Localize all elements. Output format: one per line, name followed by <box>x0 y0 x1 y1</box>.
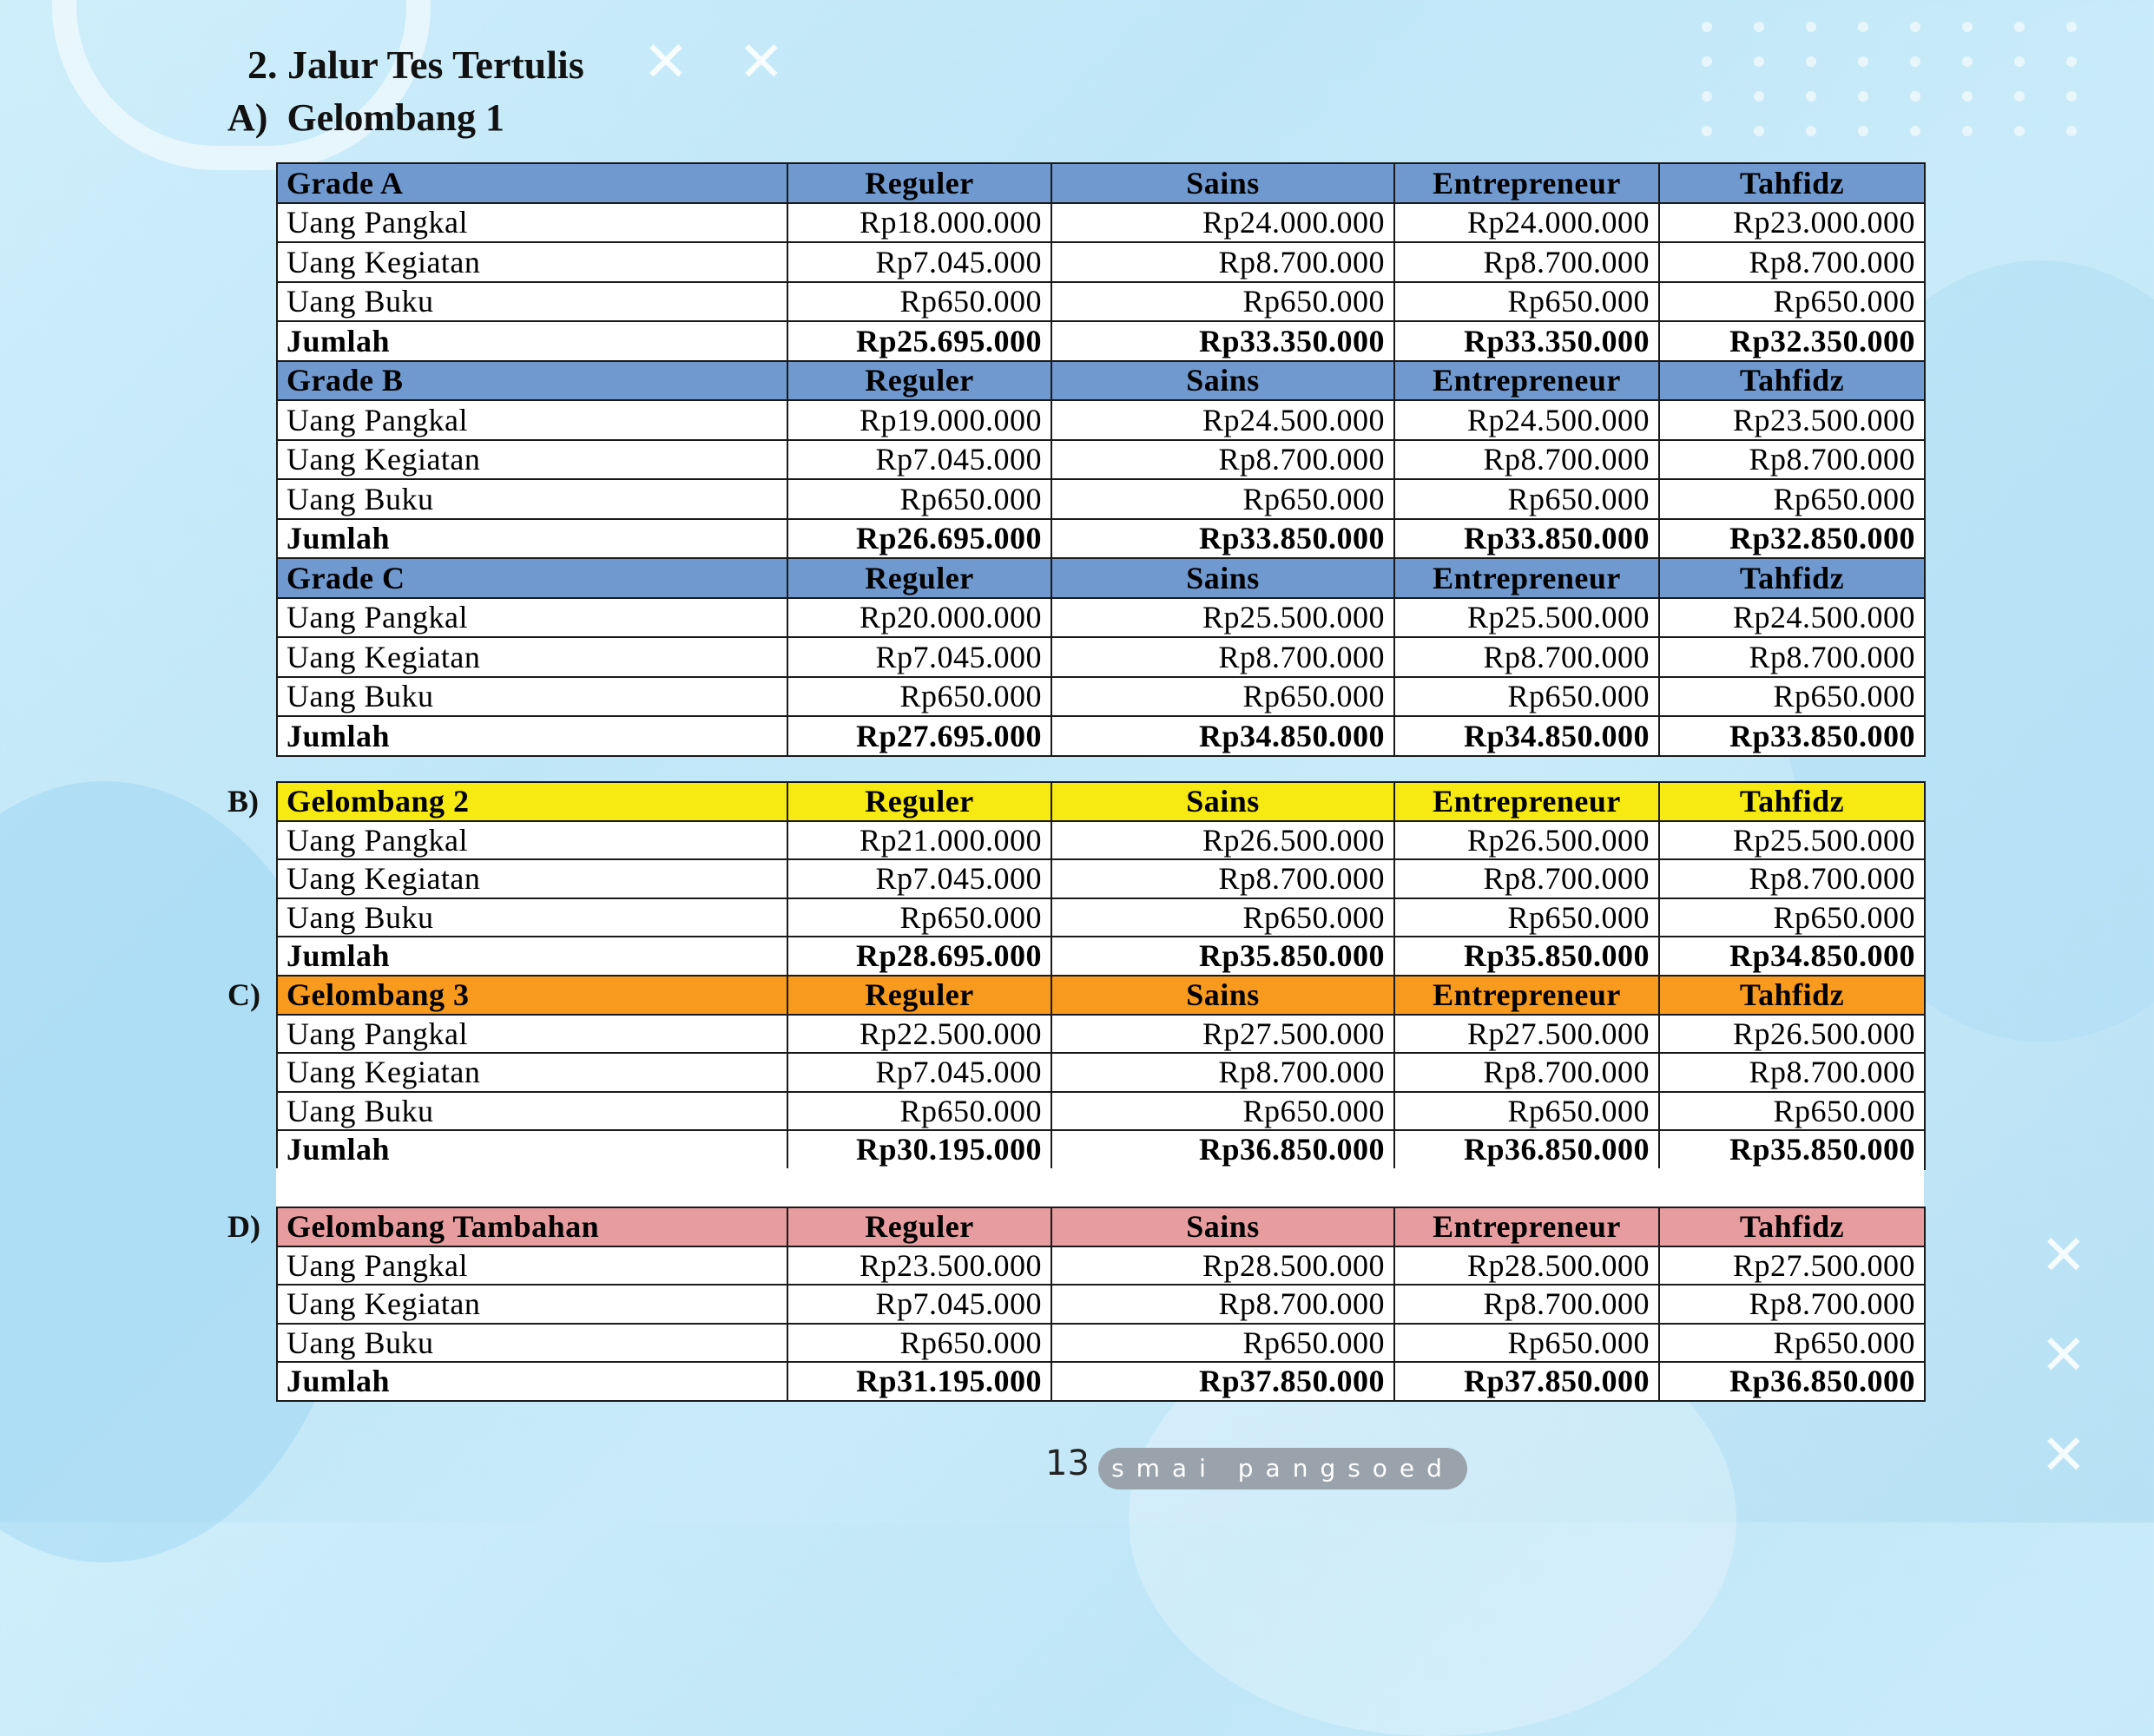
group-name-header: Grade A <box>277 163 787 203</box>
fee-amount: Rp650.000 <box>1394 898 1659 937</box>
row-label: Uang Buku <box>277 898 787 937</box>
fee-amount: Rp21.000.000 <box>787 821 1051 860</box>
section-title: Jalur Tes Tertulis <box>287 43 584 87</box>
column-header: Entrepreneur <box>1394 976 1659 1015</box>
fee-amount: Rp35.850.000 <box>1051 937 1394 976</box>
row-label: Uang Kegiatan <box>277 859 787 898</box>
fee-amount: Rp25.500.000 <box>1051 598 1394 638</box>
table-row <box>277 282 1925 322</box>
table-row <box>277 519 1925 559</box>
wave-label: C) <box>227 977 260 1012</box>
fee-amount: Rp33.350.000 <box>1051 321 1394 361</box>
fee-amount: Rp34.850.000 <box>1051 716 1394 756</box>
table-spacer <box>276 1168 1924 1207</box>
fee-amount: Rp8.700.000 <box>1051 859 1394 898</box>
column-header: Reguler <box>787 1207 1051 1246</box>
column-header: Entrepreneur <box>1394 163 1659 203</box>
fee-amount: Rp27.500.000 <box>1659 1246 1925 1286</box>
fee-amount: Rp7.045.000 <box>787 440 1051 480</box>
group-name-header: Gelombang 2 <box>277 782 787 821</box>
fee-amount: Rp27.500.000 <box>1394 1015 1659 1054</box>
fee-amount: Rp36.850.000 <box>1394 1130 1659 1169</box>
fee-amount: Rp650.000 <box>1659 1092 1925 1131</box>
fee-amount: Rp650.000 <box>787 282 1051 322</box>
table-row <box>277 479 1925 519</box>
fee-amount: Rp20.000.000 <box>787 598 1051 638</box>
fee-amount: Rp35.850.000 <box>1394 937 1659 976</box>
section-heading <box>247 42 584 88</box>
fee-amount: Rp7.045.000 <box>787 1053 1051 1092</box>
column-header: Entrepreneur <box>1394 782 1659 821</box>
fee-amount: Rp28.695.000 <box>787 937 1051 976</box>
group-name-header: Grade C <box>277 558 787 598</box>
table-row <box>277 1053 1925 1092</box>
column-header: Tahfidz <box>1659 163 1925 203</box>
fee-amount: Rp25.695.000 <box>787 321 1051 361</box>
column-header: Sains <box>1051 1207 1394 1246</box>
fee-amount: Rp26.500.000 <box>1394 821 1659 860</box>
fee-amount: Rp33.850.000 <box>1051 519 1394 559</box>
fee-amount: Rp650.000 <box>1051 479 1394 519</box>
row-label: Uang Buku <box>277 282 787 322</box>
fee-amount: Rp18.000.000 <box>787 203 1051 243</box>
fee-amount: Rp28.500.000 <box>1051 1246 1394 1286</box>
table-row <box>277 440 1925 480</box>
fee-amount: Rp650.000 <box>787 677 1051 717</box>
fee-amount: Rp36.850.000 <box>1659 1362 1925 1401</box>
fee-amount: Rp33.350.000 <box>1394 321 1659 361</box>
gelombang-2-fee-table <box>276 781 1926 976</box>
fee-amount: Rp650.000 <box>1659 479 1925 519</box>
table-header-row <box>277 782 1925 821</box>
fee-amount: Rp8.700.000 <box>1659 637 1925 677</box>
fee-amount: Rp7.045.000 <box>787 637 1051 677</box>
fee-amount: Rp8.700.000 <box>1659 242 1925 282</box>
column-header: Sains <box>1051 163 1394 203</box>
fee-amount: Rp650.000 <box>1051 898 1394 937</box>
group-name-header: Gelombang Tambahan <box>277 1207 787 1246</box>
fee-amount: Rp650.000 <box>1659 898 1925 937</box>
row-label: Uang Pangkal <box>277 400 787 440</box>
fee-amount: Rp8.700.000 <box>1659 859 1925 898</box>
fee-amount: Rp19.000.000 <box>787 400 1051 440</box>
row-label: Uang Kegiatan <box>277 637 787 677</box>
table-row <box>277 1092 1925 1131</box>
fee-amount: Rp24.500.000 <box>1051 400 1394 440</box>
column-header: Sains <box>1051 558 1394 598</box>
cross-icon: ✕ <box>738 30 785 95</box>
fee-amount: Rp33.850.000 <box>1394 519 1659 559</box>
fee-amount: Rp650.000 <box>1051 282 1394 322</box>
row-label: Uang Buku <box>277 479 787 519</box>
row-label: Jumlah <box>277 1130 787 1169</box>
fee-amount: Rp8.700.000 <box>1051 637 1394 677</box>
dot-grid-decoration <box>1702 22 2094 136</box>
fee-amount: Rp24.000.000 <box>1394 203 1659 243</box>
fee-amount: Rp8.700.000 <box>1051 1053 1394 1092</box>
fee-amount: Rp26.500.000 <box>1051 821 1394 860</box>
table-row <box>277 321 1925 361</box>
fee-amount: Rp31.195.000 <box>787 1362 1051 1401</box>
row-label: Jumlah <box>277 1362 787 1401</box>
subsection-title: Gelombang 1 <box>287 96 505 139</box>
fee-amount: Rp30.195.000 <box>787 1130 1051 1169</box>
fee-amount: Rp8.700.000 <box>1394 242 1659 282</box>
subsection-label: A) <box>227 96 268 139</box>
footer-brand: smai pangsoed <box>1098 1448 1467 1489</box>
fee-amount: Rp8.700.000 <box>1659 440 1925 480</box>
column-header: Tahfidz <box>1659 361 1925 401</box>
fee-amount: Rp650.000 <box>787 898 1051 937</box>
table-row <box>277 937 1925 976</box>
fee-amount: Rp7.045.000 <box>787 1285 1051 1324</box>
fee-amount: Rp37.850.000 <box>1051 1362 1394 1401</box>
fee-amount: Rp8.700.000 <box>1659 1053 1925 1092</box>
column-header: Entrepreneur <box>1394 1207 1659 1246</box>
fee-amount: Rp22.500.000 <box>787 1015 1051 1054</box>
fee-amount: Rp8.700.000 <box>1051 440 1394 480</box>
fee-amount: Rp24.500.000 <box>1394 400 1659 440</box>
fee-amount: Rp650.000 <box>1659 1324 1925 1363</box>
table-header-row <box>277 976 1925 1015</box>
column-header: Entrepreneur <box>1394 558 1659 598</box>
fee-amount: Rp8.700.000 <box>1394 1285 1659 1324</box>
section-number: 2. <box>247 43 278 87</box>
fee-amount: Rp23.000.000 <box>1659 203 1925 243</box>
gelombang-tambahan-section <box>227 1207 1924 1402</box>
table-header-row <box>277 558 1925 598</box>
fee-amount: Rp7.045.000 <box>787 242 1051 282</box>
table-row <box>277 1324 1925 1363</box>
fee-amount: Rp650.000 <box>1394 479 1659 519</box>
fee-amount: Rp8.700.000 <box>1394 859 1659 898</box>
group-name-header: Gelombang 3 <box>277 976 787 1015</box>
fee-amount: Rp650.000 <box>1051 1092 1394 1131</box>
wave-label: D) <box>227 1209 260 1244</box>
fee-amount: Rp26.695.000 <box>787 519 1051 559</box>
table-row <box>277 821 1925 860</box>
row-label: Uang Kegiatan <box>277 1285 787 1324</box>
page-number: 13 <box>1045 1443 1090 1483</box>
fee-amount: Rp34.850.000 <box>1394 716 1659 756</box>
fee-amount: Rp8.700.000 <box>1394 440 1659 480</box>
column-header: Sains <box>1051 782 1394 821</box>
cross-icon: ✕ <box>642 30 689 95</box>
row-label: Uang Kegiatan <box>277 1053 787 1092</box>
fee-amount: Rp35.850.000 <box>1659 1130 1925 1169</box>
fee-amount: Rp7.045.000 <box>787 859 1051 898</box>
fee-amount: Rp28.500.000 <box>1394 1246 1659 1286</box>
fee-amount: Rp650.000 <box>1659 677 1925 717</box>
wave-label: B) <box>227 784 259 819</box>
fee-amount: Rp23.500.000 <box>787 1246 1051 1286</box>
column-header: Reguler <box>787 782 1051 821</box>
fee-amount: Rp23.500.000 <box>1659 400 1925 440</box>
gelombang-3-section <box>227 975 1924 1170</box>
gelombang-3-fee-table <box>276 975 1926 1170</box>
gelombang-1-fee-table <box>276 162 1926 757</box>
fee-amount: Rp8.700.000 <box>1051 1285 1394 1324</box>
fee-amount: Rp650.000 <box>1051 677 1394 717</box>
fee-amount: Rp8.700.000 <box>1394 637 1659 677</box>
column-header: Sains <box>1051 976 1394 1015</box>
cross-icon: ✕ <box>2040 1424 2087 1488</box>
column-header: Reguler <box>787 361 1051 401</box>
fee-amount: Rp650.000 <box>1394 1092 1659 1131</box>
table-row <box>277 1015 1925 1054</box>
fee-amount: Rp33.850.000 <box>1659 716 1925 756</box>
table-row <box>277 242 1925 282</box>
fee-amount: Rp36.850.000 <box>1051 1130 1394 1169</box>
row-label: Uang Buku <box>277 677 787 717</box>
column-header: Reguler <box>787 558 1051 598</box>
table-row <box>277 203 1925 243</box>
fee-amount: Rp34.850.000 <box>1659 937 1925 976</box>
table-row <box>277 859 1925 898</box>
fee-amount: Rp25.500.000 <box>1394 598 1659 638</box>
column-header: Tahfidz <box>1659 1207 1925 1246</box>
fee-amount: Rp650.000 <box>1659 282 1925 322</box>
row-label: Uang Pangkal <box>277 1246 787 1286</box>
column-header: Sains <box>1051 361 1394 401</box>
column-header: Reguler <box>787 163 1051 203</box>
gelombang-tambahan-fee-table <box>276 1207 1926 1402</box>
table-row <box>277 677 1925 717</box>
table-row <box>277 1362 1925 1401</box>
fee-amount: Rp8.700.000 <box>1051 242 1394 282</box>
column-header: Tahfidz <box>1659 782 1925 821</box>
subsection-heading <box>227 95 504 140</box>
fee-amount: Rp8.700.000 <box>1659 1285 1925 1324</box>
table-row <box>277 716 1925 756</box>
row-label: Uang Pangkal <box>277 1015 787 1054</box>
fee-amount: Rp37.850.000 <box>1394 1362 1659 1401</box>
fee-amount: Rp650.000 <box>787 1324 1051 1363</box>
row-label: Jumlah <box>277 716 787 756</box>
fee-amount: Rp24.500.000 <box>1659 598 1925 638</box>
column-header: Tahfidz <box>1659 558 1925 598</box>
group-name-header: Grade B <box>277 361 787 401</box>
cross-icon: ✕ <box>2040 1324 2087 1388</box>
row-label: Jumlah <box>277 937 787 976</box>
row-label: Uang Pangkal <box>277 821 787 860</box>
fee-amount: Rp650.000 <box>787 1092 1051 1131</box>
gelombang-1-section <box>276 162 1924 757</box>
table-header-row <box>277 1207 1925 1246</box>
row-label: Uang Buku <box>277 1092 787 1131</box>
fee-amount: Rp26.500.000 <box>1659 1015 1925 1054</box>
fee-amount: Rp650.000 <box>1394 1324 1659 1363</box>
column-header: Reguler <box>787 976 1051 1015</box>
table-row <box>277 598 1925 638</box>
fee-amount: Rp27.695.000 <box>787 716 1051 756</box>
table-header-row <box>277 163 1925 203</box>
table-header-row <box>277 361 1925 401</box>
fee-amount: Rp32.350.000 <box>1659 321 1925 361</box>
fee-amount: Rp25.500.000 <box>1659 821 1925 860</box>
row-label: Uang Kegiatan <box>277 242 787 282</box>
table-row <box>277 898 1925 937</box>
row-label: Uang Pangkal <box>277 598 787 638</box>
table-row <box>277 1130 1925 1169</box>
table-row <box>277 1246 1925 1286</box>
row-label: Jumlah <box>277 519 787 559</box>
gelombang-2-section <box>227 781 1924 976</box>
row-label: Uang Kegiatan <box>277 440 787 480</box>
table-row <box>277 1285 1925 1324</box>
fee-amount: Rp8.700.000 <box>1394 1053 1659 1092</box>
fee-amount: Rp650.000 <box>1394 677 1659 717</box>
row-label: Jumlah <box>277 321 787 361</box>
column-header: Tahfidz <box>1659 976 1925 1015</box>
fee-amount: Rp24.000.000 <box>1051 203 1394 243</box>
row-label: Uang Buku <box>277 1324 787 1363</box>
fee-amount: Rp650.000 <box>1051 1324 1394 1363</box>
fee-amount: Rp650.000 <box>1394 282 1659 322</box>
cross-icon: ✕ <box>2040 1224 2087 1288</box>
column-header: Entrepreneur <box>1394 361 1659 401</box>
row-label: Uang Pangkal <box>277 203 787 243</box>
fee-amount: Rp32.850.000 <box>1659 519 1925 559</box>
fee-amount: Rp650.000 <box>787 479 1051 519</box>
table-row <box>277 637 1925 677</box>
fee-amount: Rp27.500.000 <box>1051 1015 1394 1054</box>
table-row <box>277 400 1925 440</box>
